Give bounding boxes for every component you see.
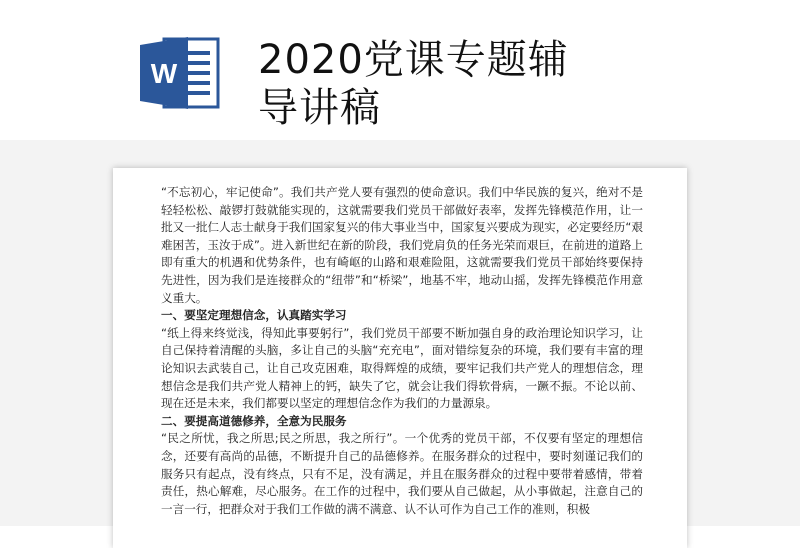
section-heading: 一、要坚定理想信念，认真踏实学习 xyxy=(161,308,347,323)
section-heading: 二、要提高道德修养，全意为民服务 xyxy=(161,413,347,428)
paragraph: “纸上得来终觉浅，得知此事要躬行”，我们党员干部要不断加强自身的政治理论知识学习，让自己保持着清醒的头脑，多让自己的头脑“充充电”，面对错综复杂的环境，我们要有丰富的理论知识去武装自己，让自己攻克困难，取得辉煌的成绩，要牢记我们共产党人的理想信念，理想信念是我们共产党人精神上的钙，缺失了它，就会让我们得软骨病，一蹶不振。不论以前、现在还是未来，我们都要以坚定的理想信念作为我们的力量源泉。 xyxy=(161,325,643,411)
title-line-1: 2020党课专题辅 xyxy=(258,37,569,83)
title-line-2: 导讲稿 xyxy=(258,85,381,131)
paragraph: “民之所忧，我之所思;民之所思，我之所行”。一个优秀的党员干部，不仅要有坚定的理想信念，还要有高尚的品德，不断提升自己的品德修养。在服务群众的过程中，要时刻谨记我们的服务只有起点，没有终点，只有不足，没有满足，并且在服务群众的过程中要带着感情，带着责任，热心解难，尽心服务。在工作的过程中，我们要从自己做起，从小事做起，注意自己的一言一行，把群众对于我们工作做的满不满意、认不认可作为自己工作的准则，积极 xyxy=(161,431,643,516)
word-icon-letter: W xyxy=(150,58,178,89)
header xyxy=(0,0,800,140)
document-page xyxy=(113,168,687,548)
page-title xyxy=(258,36,678,132)
word-document-icon xyxy=(140,35,220,111)
paragraph: “不忘初心，牢记使命”。我们共产党人要有强烈的使命意识。我们中华民族的复兴，绝对不是轻轻松松、敲锣打鼓就能实现的，这就需要我们党员干部做好表率，发挥先锋模范作用，让一批又一批仁人志士献身于我们国家复兴的伟大事业当中，国家复兴要成为现实，必定要经历“艰难困苦，玉汝于成”。进入新世纪在新的阶段，我们党肩负的任务光荣而艰巨，在前进的道路上即有重大的机遇和优势条件，也有崎岖的山路和艰难险阻，这就需要我们党员干部始终要保持先进性，因为我们是连接群众的“纽带”和“桥梁”，地基不牢，地动山摇，发挥先锋模范作用意义重大。 xyxy=(161,185,643,305)
document-body xyxy=(161,184,643,518)
